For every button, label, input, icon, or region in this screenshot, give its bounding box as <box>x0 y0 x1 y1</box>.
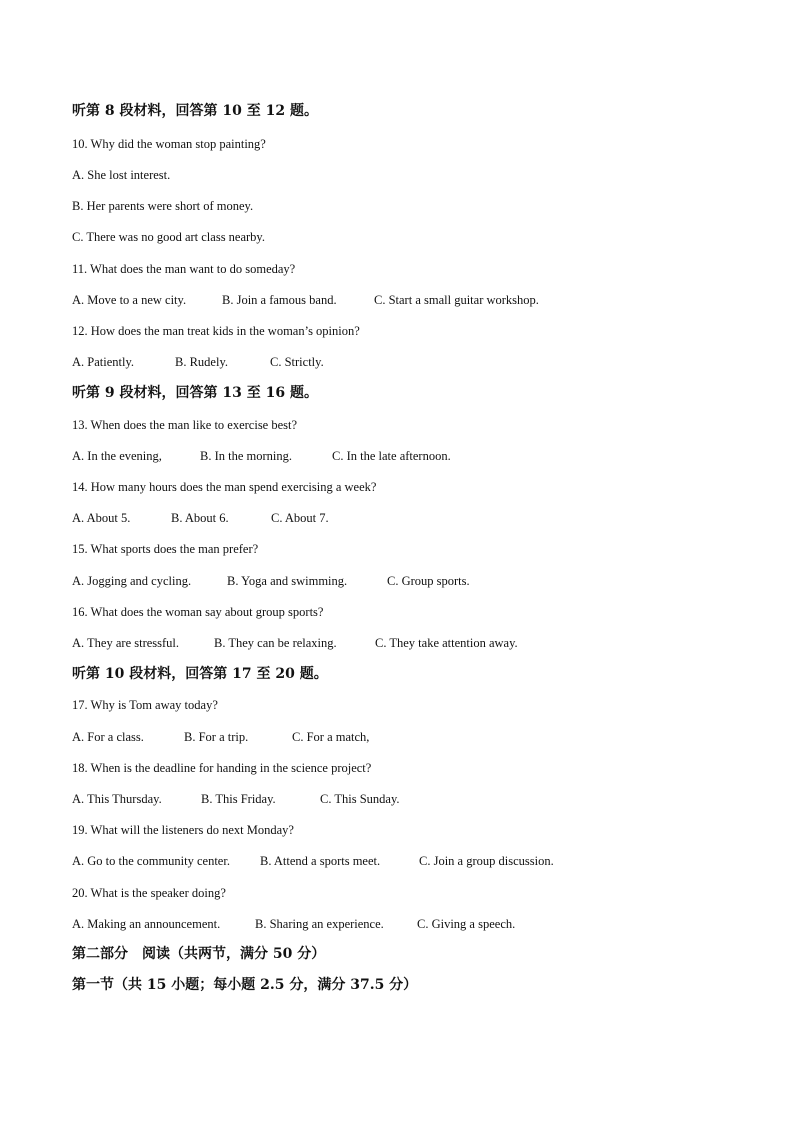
question-17-stem: 17. Why is Tom away today? <box>72 698 218 712</box>
question-18-option-b: B. This Friday. <box>201 792 276 806</box>
question-19-stem: 19. What will the listeners do next Monday? <box>72 823 294 837</box>
question-17-options <box>72 729 369 745</box>
question-18-option-a: A. This Thursday. <box>72 792 162 806</box>
question-13-option-c: C. In the late afternoon. <box>332 449 451 463</box>
question-19-option-b: B. Attend a sports meet. <box>260 854 381 868</box>
question-11-option-b: B. Join a famous band. <box>222 293 337 307</box>
question-17-option-a: A. For a class. <box>72 730 144 744</box>
question-14-stem: 14. How many hours does the man spend exercising a week? <box>72 480 377 494</box>
question-13-stem: 13. When does the man like to exercise best? <box>72 418 298 432</box>
section-heading-8: 听第 8 段材料，回答第 10 至 12 题。 <box>72 103 318 119</box>
question-11-option-a: A. Move to a new city. <box>72 293 187 307</box>
question-15-options <box>72 573 470 589</box>
question-15-option-c: C. Group sports. <box>387 574 470 588</box>
question-14-option-c: C. About 7. <box>271 511 329 525</box>
question-12-option-c: C. Strictly. <box>270 355 324 369</box>
question-10-stem: 10. Why did the woman stop painting? <box>72 137 266 151</box>
question-16-option-b: B. They can be relaxing. <box>214 636 337 650</box>
question-11-option-c: C. Start a small guitar workshop. <box>374 293 539 307</box>
question-16-option-c: C. They take attention away. <box>375 636 518 650</box>
question-15-stem: 15. What sports does the man prefer? <box>72 542 259 556</box>
question-17-option-b: B. For a trip. <box>184 730 249 744</box>
question-16-options <box>72 635 518 651</box>
question-12-option-a: A. Patiently. <box>72 355 135 369</box>
question-16-stem: 16. What does the woman say about group sports? <box>72 605 324 619</box>
question-14-option-b: B. About 6. <box>171 511 229 525</box>
question-12-option-b: B. Rudely. <box>175 355 229 369</box>
question-16-option-a: A. They are stressful. <box>72 636 180 650</box>
question-10-option-b: B. Her parents were short of money. <box>72 199 254 213</box>
question-12-stem: 12. How does the man treat kids in the woman’s opinion? <box>72 324 360 338</box>
question-20-option-b: B. Sharing an experience. <box>255 917 384 931</box>
question-11-options <box>72 292 539 308</box>
question-20-stem: 20. What is the speaker doing? <box>72 886 226 900</box>
question-10-option-c: C. There was no good art class nearby. <box>72 230 265 244</box>
question-15-option-a: A. Jogging and cycling. <box>72 574 192 588</box>
section-one-heading: 第一节（共 15 小题；每小题 2.5 分，满分 37.5 分） <box>72 977 418 993</box>
question-20-options <box>72 916 515 932</box>
question-12-options <box>72 354 324 370</box>
question-11-stem: 11. What does the man want to do someday? <box>72 262 296 276</box>
question-15-option-b: B. Yoga and swimming. <box>227 574 348 588</box>
part-two-heading: 第二部分 阅读（共两节，满分 50 分） <box>72 946 326 962</box>
section-heading-10: 听第 10 段材料，回答第 17 至 20 题。 <box>72 666 328 682</box>
question-20-option-c: C. Giving a speech. <box>417 917 516 931</box>
question-20-option-a: A. Making an announcement. <box>72 917 221 931</box>
question-18-options <box>72 791 400 807</box>
question-10-option-a: A. She lost interest. <box>72 168 171 182</box>
question-19-option-c: C. Join a group discussion. <box>419 854 554 868</box>
question-13-options <box>72 448 451 464</box>
question-18-option-c: C. This Sunday. <box>320 792 400 806</box>
section-heading-9: 听第 9 段材料，回答第 13 至 16 题。 <box>72 385 318 401</box>
question-17-option-c: C. For a match, <box>292 730 370 744</box>
question-13-option-b: B. In the morning. <box>200 449 293 463</box>
question-18-stem: 18. When is the deadline for handing in the science project? <box>72 761 372 775</box>
question-19-options <box>72 853 554 869</box>
question-14-option-a: A. About 5. <box>72 511 131 525</box>
question-19-option-a: A. Go to the community center. <box>72 854 230 868</box>
question-13-option-a: A. In the evening, <box>72 449 162 463</box>
question-14-options <box>72 510 329 526</box>
